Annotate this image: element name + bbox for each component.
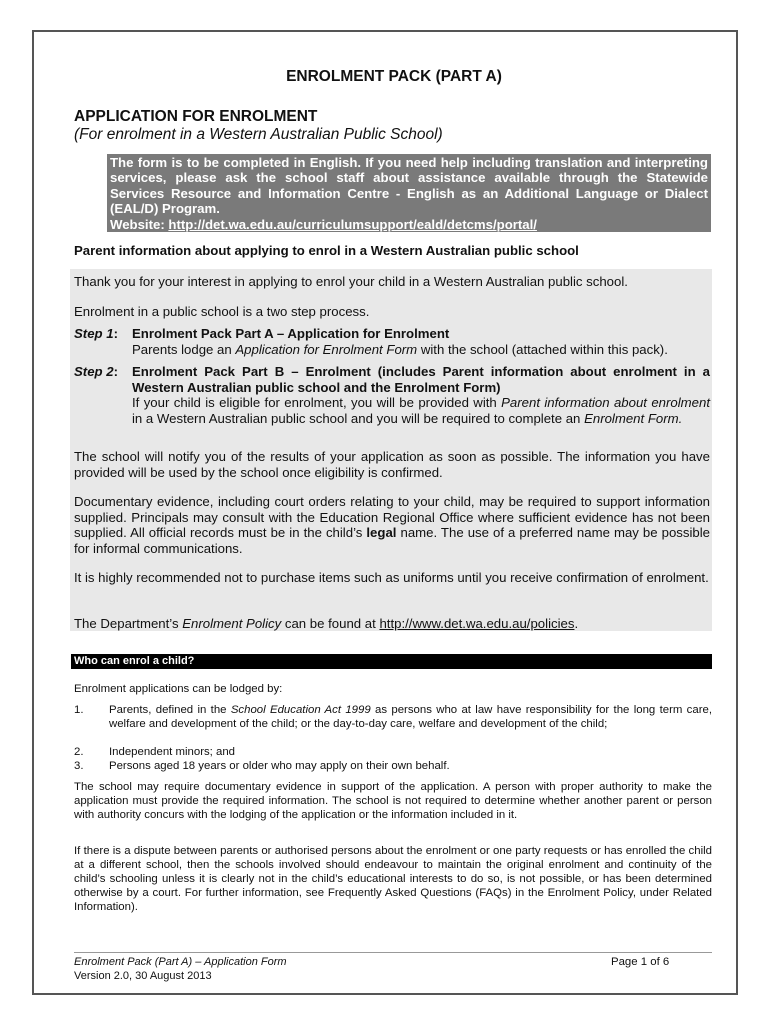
footer-divider [74, 952, 712, 953]
parent-info-heading: Parent information about applying to enrol in a Western Australian public school [74, 243, 579, 258]
notify-text: The school will notify you of the results of your application as soon as possible. The information you have provided will be used by the school once eligibility is confirmed. [74, 449, 710, 480]
documentary-evidence-paragraph: The school may require documentary evidence in support of the application. A person with proper authority to make the application must provide the required information. The school is not required to determine whether another parent or person with authority concurs with the lodging of the application or the information included in it. [74, 781, 712, 821]
page-number: Page 1 of 6 [611, 956, 670, 968]
language-notice-text: The form is to be completed in English. If you need help including translation and interpreting services, please ask the school staff about assistance available through the Statewide Services Resource and Information Centre - English as an Additional Language or Dialect (EAL/D) Program. [110, 155, 708, 217]
document-title: ENROLMENT PACK (PART A) [286, 68, 502, 85]
footer-left [74, 956, 287, 983]
website-line [110, 217, 708, 232]
policy-link[interactable]: http://www.det.wa.edu.au/policies [379, 616, 575, 631]
step-2-title: Enrolment Pack Part B – Enrolment (includes Parent information about enrolment in a Western Australian public school and the Enrolment Form) [132, 364, 710, 395]
step-1 [74, 326, 710, 358]
evidence-text: Documentary evidence, including court orders relating to your child, may be required to support information supplied. Principals may consult with the Education Regional Office where sufficient evidence has not been supplied. All official records must be in the child’s legal name. The use of a preferred name may be possible for informal communications. [74, 494, 710, 556]
thank-you-text: Thank you for your interest in applying to enrol your child in a Western Australian public school. [74, 274, 628, 289]
who-can-enrol-heading: Who can enrol a child? [71, 654, 712, 669]
footer-form-name: Enrolment Pack (Part A) – Application Form [74, 956, 287, 968]
application-subtitle: (For enrolment in a Western Australian Public School) [74, 126, 443, 143]
website-label: Website: [110, 216, 169, 232]
dispute-paragraph: If there is a dispute between parents or authorised persons about the enrolment or one party requests or has enrolled the child at a different school, then the schools involved should endeavour to maintain the original enrolment and continuity of the child’s schooling unless it is clearly not in the child’s educational interests to do so, is not possible, or has been determined otherwise by a court. For further information, see Frequently Asked Questions (FAQs) in the Enrolment Policy, under Related Information). [74, 845, 712, 913]
language-notice-box [107, 154, 711, 232]
enrol-intro: Enrolment applications can be lodged by: [74, 683, 283, 695]
step-1-label: Step 1: [74, 326, 118, 341]
step-1-text: Parents lodge an Application for Enrolment Form with the school (attached within this pack). [132, 341, 668, 357]
step-2 [74, 364, 710, 444]
policy-text: The Department’s Enrolment Policy can be found at http://www.det.wa.edu.au/policies. [74, 616, 579, 631]
step-2-body [132, 364, 710, 426]
step-2-label: Step 2: [74, 364, 118, 379]
application-title: APPLICATION FOR ENROLMENT [74, 108, 318, 125]
step-1-title: Enrolment Pack Part A – Application for Enrolment [132, 326, 450, 341]
step-2-text: If your child is eligible for enrolment, you will be provided with Parent information about enrolment in a Western Australian public school and you will be required to complete an Enrolment Form. [132, 395, 710, 426]
footer-version: Version 2.0, 30 August 2013 [74, 969, 212, 982]
uniforms-text: It is highly recommended not to purchase items such as uniforms until you receive confirmation of enrolment. [74, 570, 709, 585]
step-1-body [132, 326, 710, 357]
eald-website-link[interactable]: http://det.wa.edu.au/curriculumsupport/eald/detcms/portal/ [168, 216, 537, 232]
two-step-text: Enrolment in a public school is a two step process. [74, 304, 370, 319]
parent-info-box [70, 269, 712, 631]
